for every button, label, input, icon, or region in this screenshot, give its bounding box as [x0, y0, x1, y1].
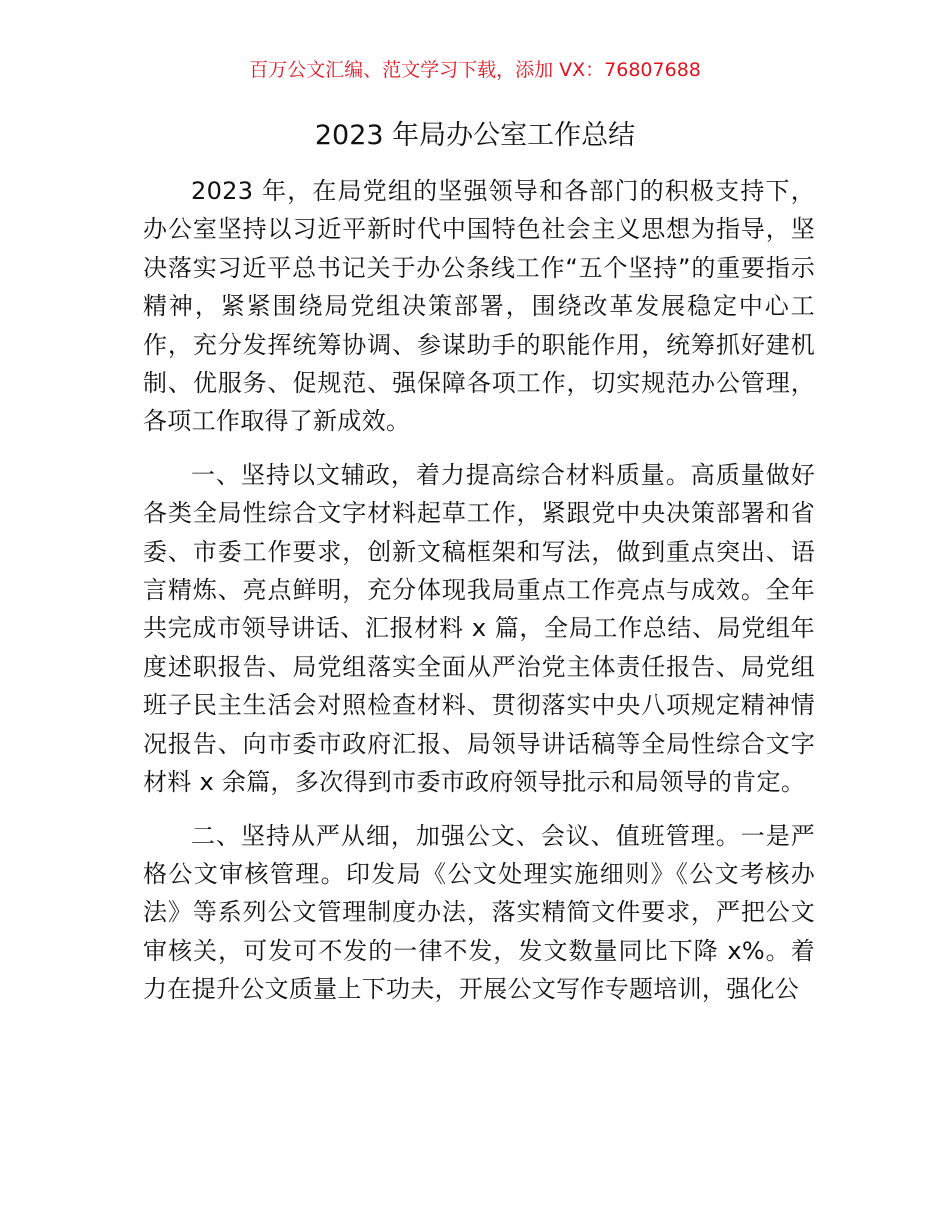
header-banner: 百万公文汇编、范文学习下载，添加 VX：76807688 — [249, 59, 701, 81]
paragraph-intro: 2023 年，在局党组的坚强领导和各部门的积极支持下，办公室坚持以习近平新时代中国特色社会主义思想为指导，坚决落实习近平总书记关于办公条线工作“五个坚持”的重要指示精神，紧紧围绕局党组决策部署，围绕改革发展稳定中心工作，充分发挥统筹协调、参谋助手的职能作用，统筹抓好建机制、优服务、促规范、强保障各项工作，切实规范办公管理，各项工作取得了新成效。 — [143, 177, 815, 436]
paragraph-section-2: 二、坚持从严从细，加强公文、会议、值班管理。一是严格公文审核管理。印发局《公文处理实施细则》《公文考核办法》等系列公文管理制度办法，落实精简文件要求，严把公文审核关，可发可不发的一律不发，发文数量同比下降 x%。着力在提升公文质量上下功夫，开展公文写作专题培训，强化公 — [143, 821, 815, 1004]
document-body — [143, 172, 815, 1024]
paragraph-section-1: 一、坚持以文辅政，着力提高综合材料质量。高质量做好各类全局性综合文字材料起草工作，紧跟党中央决策部署和省委、市委工作要求，创新文稿框架和写法，做到重点突出、语言精炼、亮点鲜明，充分体现我局重点工作亮点与成效。全年共完成市领导讲话、汇报材料 x 篇，全局工作总结、局党组年度述职报告、局党组落实全面从严治党主体责任报告、局党组班子民主生活会对照检查材料、贯彻落实中央八项规定精神情况报告、向市委市政府汇报、局领导讲话稿等全局性综合文字材料 x 余篇，多次得到市委市政府领导批示和局领导的肯定。 — [143, 460, 815, 797]
document-title: 2023 年局办公室工作总结 — [314, 120, 636, 151]
